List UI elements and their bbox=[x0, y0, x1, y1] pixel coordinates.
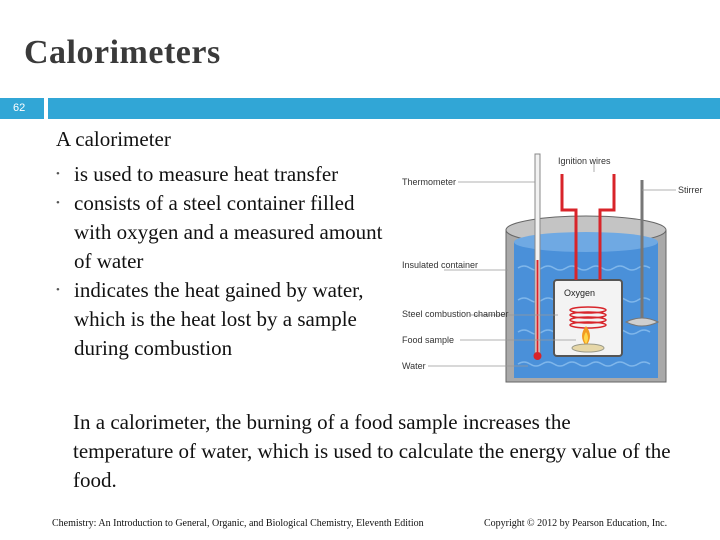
calorimeter-diagram bbox=[398, 150, 710, 390]
footer-book-title: Chemistry: An Introduction to General, Organic, and Biological Chemistry, Eleventh Edition bbox=[52, 518, 424, 529]
bullet-list bbox=[56, 160, 386, 363]
bullet-item bbox=[56, 160, 386, 189]
figure-caption: In a calorimeter, the burning of a food sample increases the temperature of water, which is used to calculate the energy value of the food. bbox=[73, 410, 671, 492]
oxygen-label: Oxygen bbox=[564, 288, 596, 298]
bullet-dot-icon: • bbox=[56, 168, 60, 180]
slide-title: Calorimeters bbox=[24, 34, 221, 71]
content-heading: A calorimeter bbox=[56, 127, 171, 151]
bullet-item bbox=[56, 189, 386, 276]
ignition-wires-label: Ignition wires bbox=[558, 156, 611, 166]
bullet-dot-icon: • bbox=[56, 197, 60, 209]
stirrer-label: Stirrer bbox=[678, 185, 703, 195]
footer-copyright: Copyright © 2012 by Pearson Education, Inc. bbox=[484, 518, 668, 529]
title-accent-bar bbox=[48, 98, 720, 119]
bullet-item bbox=[56, 276, 386, 363]
food-sample-label: Food sample bbox=[402, 335, 455, 345]
steel-combustion-chamber-label: Steel combustion chamber bbox=[402, 309, 509, 319]
slide-number: 62 bbox=[13, 102, 26, 114]
bullet-dot-icon: • bbox=[56, 284, 60, 296]
water-label: Water bbox=[402, 361, 426, 371]
thermometer-label: Thermometer bbox=[402, 177, 457, 187]
food-sample-dish bbox=[572, 344, 604, 352]
bullet-text: indicates the heat gained by water, which is the heat lost by a sample during combustion bbox=[74, 278, 364, 360]
bullet-text: is used to measure heat transfer bbox=[74, 162, 339, 186]
insulated-container-label: Insulated container bbox=[402, 260, 479, 270]
bullet-text: consists of a steel container filled with oxygen and a measured amount of water bbox=[74, 191, 383, 273]
